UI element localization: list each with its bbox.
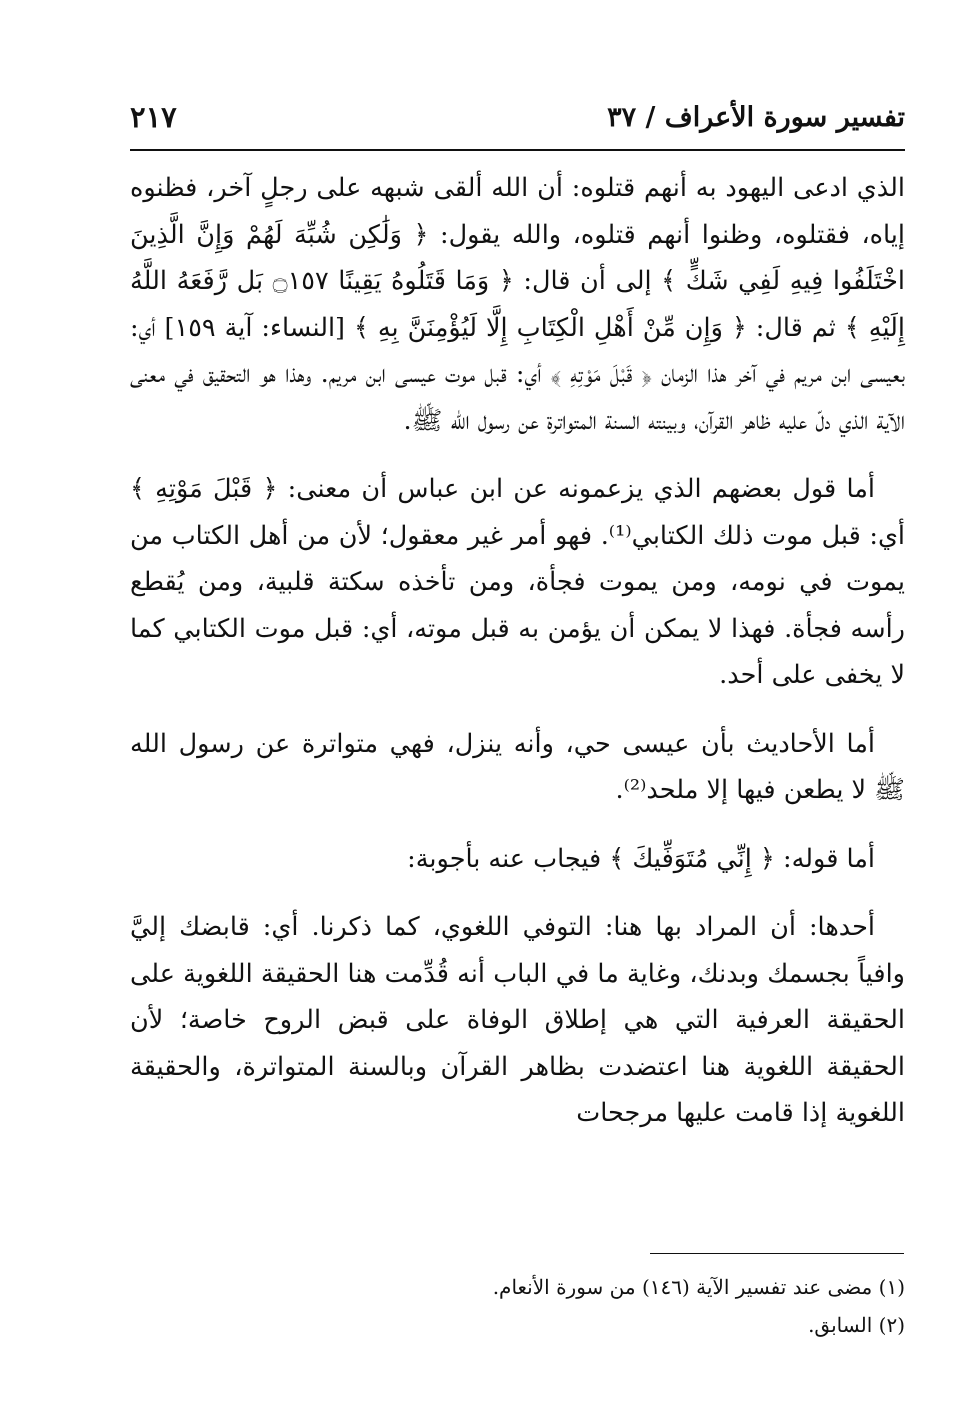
paragraph: أما قول بعضهم الذي يزعمونه عن ابن عباس أن معنى: ﴿ قَبْلَ مَوْتِهِ ﴾ أي: قبل موت ذلك الكتابي⁽¹⁾. فهو أمر غير معقول؛ لأن من أهل الكتاب من يموت في نومه، ومن يموت فجأة، ومن تأخذه سكتة قلبية، ومن يُقطع رأسه فجأة. فهذا لا يمكن أن يؤمن به قبل موته، أي: قبل موت الكتابي كما لا يخفى على أحد. — [130, 474, 905, 690]
footnote-rule — [650, 1253, 904, 1254]
page-header — [130, 96, 905, 148]
paragraph: أما الأحاديث بأن عيسى حي، وأنه ينزل، فهي متواترة عن رسول الله ﷺ لا يطعن فيها إلا ملحد⁽²⁾. — [130, 728, 905, 805]
footnote-2: (٢) السابق. — [808, 1313, 905, 1337]
header-rule — [130, 149, 905, 151]
paragraph: أحدها: أن المراد بها هنا: التوفي اللغوي، كما ذكرنا. أي: قابضك إليَّ وافياً بجسمك وبدنك، وغاية ما في الباب أنه قُدِّمت هنا الحقيقة اللغوية على الحقيقة العرفية التي هي إطلاق الوفاة على قبض الروح خاصة؛ لأن الحقيقة اللغوية هنا اعتضدت بظاهر القرآن وبالسنة المتواترة، والحقيقة اللغوية إذا قامت عليها مرجحات — [130, 912, 905, 1128]
paragraph: الذي ادعى اليهود به أنهم قتلوه: أن الله ألقى شبهه على رجلٍ آخر، فظنوه إياه، فقتلوه، وظنوا أنهم قتلوه، والله يقول: ﴿ وَلَٰكِن شُبِّهَ لَهُمْ وَإِنَّ الَّذِينَ اخْتَلَفُوا فِيهِ لَفِي شَكٍّ ﴾ إلى أن قال: ﴿ وَمَا قَتَلُوهُ يَقِينًا ۝١٥٧ بَل رَّفَعَهُ اللَّهُ إِلَيْهِ ﴾ ثم قال: ﴿ وَإِن مِّنْ أَهْلِ الْكِتَابِ إِلَّا لَيُؤْمِنَنَّ بِهِ ﴾ [النساء: آية ١٥٩] أي: بعيسى ابن مريم في آخر هذا الزمان ﴿ قَبْلَ مَوْتِهِ ﴾ أي: قبل موت عيسى ابن مريم. وهذا هو التحقيق في معنى الآية الذي دلّ عليه ظاهر القرآن، وبينته السنة المتواترة عن رسول الله ﷺ. — [130, 173, 905, 436]
paragraph: أما قوله: ﴿ إِنِّي مُتَوَفِّيكَ ﴾ فيجاب عنه بأجوبة: — [407, 843, 875, 874]
page-number: ٢١٧ — [130, 100, 177, 134]
running-title: تفسير سورة الأعراف / ٣٧ — [607, 102, 905, 133]
footnote-1: (١) مضى عند تفسير الآية (١٤٦) من سورة الأنعام. — [492, 1275, 905, 1299]
footnotes — [130, 1268, 905, 1344]
body-text — [130, 165, 905, 1159]
